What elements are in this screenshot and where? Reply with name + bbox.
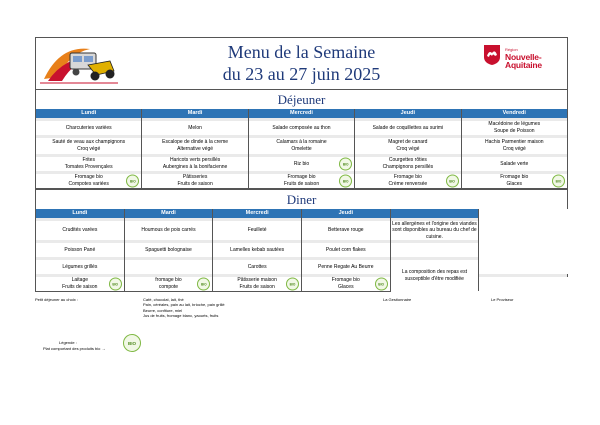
dish-text: Fromage bio Fruits de saison bbox=[283, 174, 320, 187]
dish-text: Penne Regate Au Beurre bbox=[317, 263, 374, 270]
menu-cell bbox=[248, 157, 354, 171]
dish-text: Crudités varées bbox=[62, 227, 98, 234]
allergen-note bbox=[390, 243, 479, 257]
region-shield-icon bbox=[483, 44, 501, 66]
menu-cell bbox=[124, 260, 213, 274]
menu-cell bbox=[355, 138, 461, 154]
region-name-line-1: Nouvelle- bbox=[505, 52, 542, 62]
day-header: Jeudi bbox=[355, 109, 461, 118]
dish-text: Feuilleté bbox=[247, 227, 267, 234]
day-header bbox=[390, 209, 479, 218]
diner-table bbox=[35, 209, 568, 292]
menu-cell bbox=[301, 221, 390, 241]
menu-row bbox=[36, 260, 568, 274]
menu-cell bbox=[124, 221, 213, 241]
day-header: Lundi bbox=[36, 209, 125, 218]
legend-title: Légende : bbox=[59, 340, 77, 345]
dish-text: Betterave rouge bbox=[328, 227, 364, 234]
menu-cell bbox=[124, 243, 213, 257]
menu-cell bbox=[213, 243, 302, 257]
menu-sheet bbox=[35, 37, 568, 292]
allergen-note: Les allergènes et l'origine des viandes sont disponibles au bureau du chef de cuisine. bbox=[390, 221, 479, 241]
footer-notes bbox=[35, 297, 568, 367]
menu-cell bbox=[36, 260, 125, 274]
bio-icon: BIO bbox=[197, 278, 210, 291]
menu-cell bbox=[355, 174, 461, 188]
menu-cell bbox=[142, 138, 248, 154]
dish-text: Fromage bio Crème renversée bbox=[388, 174, 428, 187]
dejeuner-title: Déjeuner bbox=[35, 89, 568, 109]
region-small-label: Région bbox=[505, 47, 518, 52]
bio-icon: BIO bbox=[375, 278, 388, 291]
dish-text: Salade verte bbox=[500, 160, 529, 167]
day-header: Mercredi bbox=[213, 209, 302, 218]
menu-cell bbox=[142, 121, 248, 135]
dish-text: Fromage bio Glaces bbox=[331, 277, 360, 291]
day-header-row bbox=[36, 209, 568, 218]
dish-text: Courgettes rôties Champignons persillés bbox=[382, 157, 434, 170]
menu-cell bbox=[301, 277, 390, 291]
dish-text: Frites Tomates Provençales bbox=[64, 157, 113, 170]
menu-cell bbox=[36, 221, 125, 241]
menu-row bbox=[36, 221, 568, 241]
menu-row bbox=[36, 174, 568, 188]
bio-icon: BIO bbox=[126, 174, 139, 187]
bio-icon: BIO bbox=[446, 174, 459, 187]
dish-text: Salade composée au thon bbox=[272, 124, 331, 131]
dish-text: Pâtisserie maison Fruits de saison bbox=[237, 277, 277, 291]
region-logo bbox=[483, 44, 559, 74]
menu-cell bbox=[248, 121, 354, 135]
dish-text: Lamelles kebab sautées bbox=[230, 246, 285, 253]
menu-cell bbox=[248, 174, 354, 188]
menu-row bbox=[36, 121, 568, 135]
bio-legend-icon: BIO bbox=[123, 334, 141, 352]
bio-icon: BIO bbox=[552, 174, 565, 187]
dish-text: fromage bio compote bbox=[155, 277, 182, 291]
bio-icon: BIO bbox=[109, 278, 122, 291]
menu-cell bbox=[142, 174, 248, 188]
menu-cell bbox=[142, 157, 248, 171]
dish-text: Carottes bbox=[247, 263, 267, 270]
menu-cell bbox=[461, 157, 567, 171]
menu-row bbox=[36, 243, 568, 257]
region-name-line-2: Aquitaine bbox=[505, 60, 542, 70]
menu-row bbox=[36, 138, 568, 154]
day-header: Lundi bbox=[36, 109, 142, 118]
menu-cell bbox=[355, 121, 461, 135]
dish-text: Riz bio bbox=[293, 160, 310, 167]
day-header: Mercredi bbox=[248, 109, 354, 118]
dish-text: Houmous de pois carrés bbox=[141, 227, 196, 234]
dish-text: Magret de canard Croq végé bbox=[388, 139, 428, 152]
menu-row bbox=[36, 277, 568, 291]
dish-text: Poulet corn flakes bbox=[325, 246, 366, 253]
dish-text: Haricots verts persillés Aubergines à la bonifacienne bbox=[162, 157, 228, 170]
menu-cell bbox=[36, 243, 125, 257]
menu-row bbox=[36, 157, 568, 171]
day-header: Mardi bbox=[142, 109, 248, 118]
title-line-1: Menu de la Semaine bbox=[227, 42, 376, 62]
menu-cell bbox=[36, 121, 142, 135]
dish-text: Pâtisseries Fruits de saison bbox=[177, 174, 213, 187]
menu-cell bbox=[36, 157, 142, 171]
dish-text: Escalope de dinde à la creme Alternative végé bbox=[162, 139, 229, 152]
menu-cell bbox=[36, 138, 142, 154]
menu-cell bbox=[248, 138, 354, 154]
dish-text: Melon bbox=[188, 124, 202, 131]
separator-cell bbox=[479, 274, 568, 277]
day-header: Mardi bbox=[124, 209, 213, 218]
dish-text: Spaguetti bolognaise bbox=[145, 246, 192, 253]
dish-text: Macédoine de légumes Soupe de Poisson bbox=[488, 121, 541, 134]
dish-text: Salade de coquillettes au surimi bbox=[372, 124, 444, 131]
proviseur-label: Le Proviseur bbox=[491, 297, 514, 302]
bio-icon: BIO bbox=[339, 174, 352, 187]
day-header-row bbox=[36, 109, 568, 118]
menu-cell bbox=[213, 277, 302, 291]
day-header: Jeudi bbox=[301, 209, 390, 218]
dish-text: Laitage Fruits de saison bbox=[62, 277, 98, 291]
bio-icon: BIO bbox=[286, 278, 299, 291]
dish-text: Calamars à la romaine Omelette bbox=[276, 139, 327, 152]
title-line-2: du 23 au 27 juin 2025 bbox=[222, 64, 381, 84]
dish-text: Charcuteries variées bbox=[65, 124, 112, 131]
menu-cell bbox=[301, 260, 390, 274]
bio-icon: BIO bbox=[339, 158, 352, 171]
dejeuner-table bbox=[35, 109, 568, 189]
breakfast-label: Petit déjeuner au choix : bbox=[35, 297, 78, 302]
gestionnaire-label: La Gestionnaire bbox=[383, 297, 412, 302]
menu-cell bbox=[301, 243, 390, 257]
day-header: Vendredi bbox=[461, 109, 567, 118]
menu-header bbox=[35, 37, 568, 89]
menu-cell bbox=[461, 138, 567, 154]
dish-text: Fromage bio Compotes variées bbox=[68, 174, 109, 187]
menu-cell bbox=[36, 277, 125, 291]
menu-cell bbox=[213, 260, 302, 274]
menu-cell bbox=[355, 157, 461, 171]
dish-text: Fromage bio Glaces bbox=[500, 174, 529, 187]
dish-text: Légumes grillés bbox=[62, 263, 98, 270]
menu-cell bbox=[36, 174, 142, 188]
menu-cell bbox=[461, 121, 567, 135]
dish-text: Sauté de veau aux champignons Croq végé bbox=[52, 139, 126, 152]
composition-note: La composition des repas est susceptible d'être modifiée bbox=[390, 260, 479, 291]
menu-cell bbox=[124, 277, 213, 291]
dish-text: Poisson Pané bbox=[64, 246, 96, 253]
breakfast-items: Café, chocolat, lait, thé Pain, céréales, pain au lait, brioche, pain grillé Beurre, confiture, miel Jus de fruits, fromage blanc, yaourts, fruits bbox=[143, 297, 225, 319]
legend-text: Plat comportant des produits bio → bbox=[43, 346, 106, 351]
dish-text: Hachis Parmentier maison Croq végé bbox=[484, 139, 544, 152]
menu-cell bbox=[461, 174, 567, 188]
menu-cell bbox=[213, 221, 302, 241]
diner-title: Diner bbox=[35, 189, 568, 209]
